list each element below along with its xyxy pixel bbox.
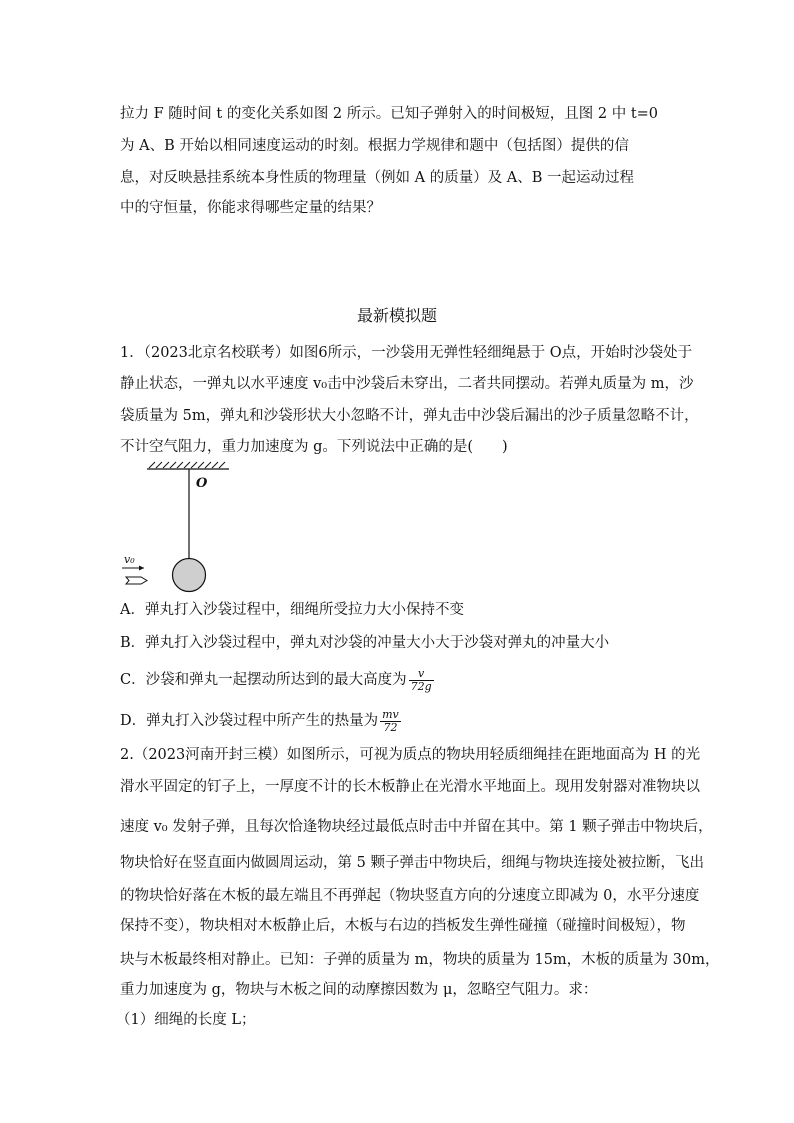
q1-line-1: 1．（2023北京名校联考）如图6所示，一沙袋用无弹性轻细绳悬于 O点，开始时沙袋处于 [120, 345, 693, 361]
option-d [120, 707, 401, 735]
q2-line-2: 滑水平固定的钉子上，一厚度不计的长木板静止在光滑水平地面上。现用发射器对准物块以 [120, 779, 700, 795]
q2-line-7: 块与木板最终相对静止。已知：子弹的质量为 m，物块的质量为 15m，木板的质量为 30m， [120, 952, 720, 968]
option-d-numerator: mv [382, 707, 399, 721]
prev-problem-line-3: 息，对反映悬挂系统本身性质的物理量（例如 A 的质量）及 A、B 一起运动过程 [120, 170, 635, 186]
option-a: A．弹丸打入沙袋过程中，细绳所受拉力大小保持不变 [120, 602, 464, 618]
option-b: B．弹丸打入沙袋过程中，弹丸对沙袋的冲量大小大于沙袋对弹丸的冲量大小 [120, 635, 610, 651]
q2-line-8: 重力加速度为 g，物块与木板之间的动摩擦因数为 μ，忽略空气阻力。求： [120, 982, 598, 998]
q1-line-4: 不计空气阻力，重力加速度为 g。下列说法中正确的是( ) [120, 439, 508, 455]
prev-problem-line-4: 中的守恒量，你能求得哪些定量的结果？ [120, 200, 381, 216]
ceiling [147, 462, 229, 469]
sandbag [173, 559, 206, 592]
option-c-denominator: 72g [410, 679, 432, 693]
option-d-fraction [380, 709, 401, 734]
prev-problem-line-2: 为 A、B 开始以相同速度运动的时刻。根据力学规律和题中（包括图）提供的信 [120, 138, 629, 154]
option-c [120, 666, 434, 694]
option-d-text: D．弹丸打入沙袋过程中所产生的热量为 [120, 713, 379, 729]
q2-line-3: 速度 v₀ 发射子弹，且每次恰逢物块经过最低点时击中并留在其中。第 1 颗子弹击中物块后， [120, 819, 713, 835]
option-d-denominator: 72 [383, 720, 398, 734]
option-c-text: C．沙袋和弹丸一起摆动所达到的最大高度为 [120, 672, 407, 688]
option-c-fraction [409, 668, 434, 693]
q2-line-6: 保持不变），物块相对木板静止后，木板与右边的挡板发生弹性碰撞（碰撞时间极短），物 [120, 918, 686, 934]
q2-line-9: （1）细绳的长度 L； [116, 1012, 256, 1028]
velocity-arrow [122, 566, 144, 571]
q2-line-1: 2.（2023河南开封三模）如图所示，可视为质点的物块用轻质细绳挂在距地面高为 H 的光 [120, 747, 701, 763]
prev-problem-line-1: 拉力 F 随时间 t 的变化关系如图 2 所示。已知子弹射入的时间极短，且图 2 中 t=0 [120, 106, 659, 122]
q1-line-2: 静止状态，一弹丸以水平速度 v₀击中沙袋后未穿出，二者共同摆动。若弹丸质量为 m，沙 [120, 376, 694, 392]
bullet [126, 577, 147, 584]
q2-line-4: 物块恰好在竖直面内做圆周运动，第 5 颗子弹击中物块后，细绳与物块连接处被拉断，飞出 [120, 855, 704, 871]
section-title: 最新模拟题 [356, 306, 437, 325]
option-c-numerator: v [409, 668, 434, 681]
point-o-label: O [196, 476, 208, 491]
v0-label: v₀ [124, 553, 135, 566]
q2-line-5: 的物块恰好落在木板的最左端且不再弹起（物块竖直方向的分速度立即减为 0，水平分速度 [120, 888, 700, 904]
q1-line-3: 袋质量为 5m，弹丸和沙袋形状大小忽略不计，弹丸击中沙袋后漏出的沙子质量忽略不计， [120, 408, 699, 424]
